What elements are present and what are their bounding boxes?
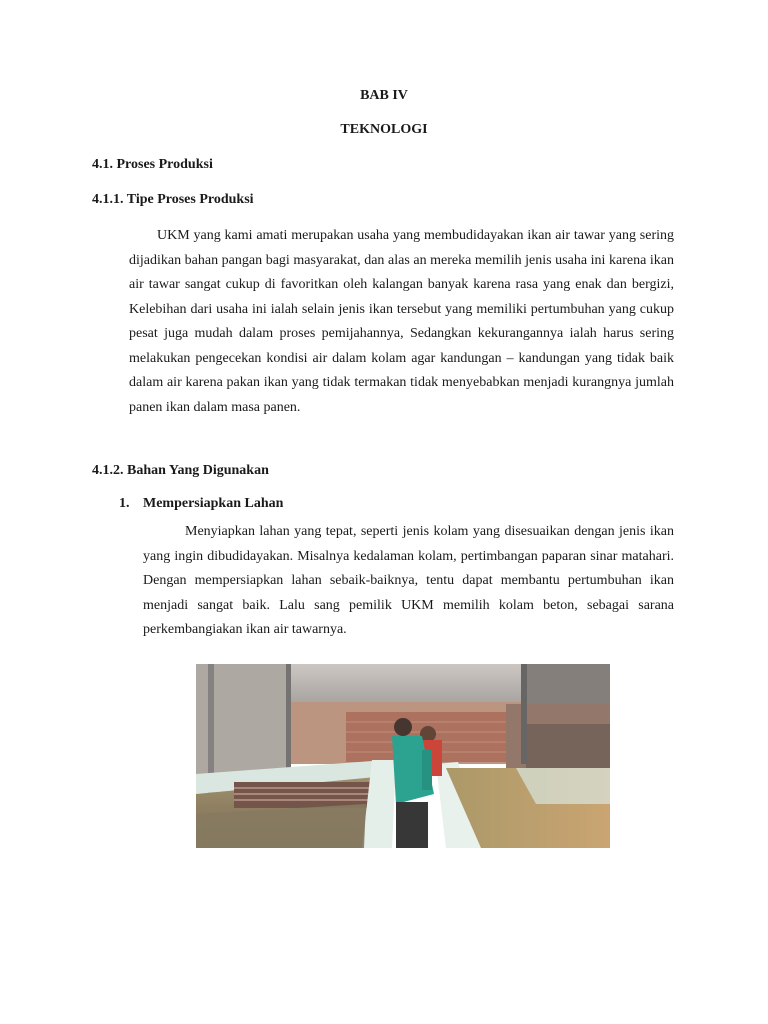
chapter-heading: BAB IV <box>360 88 408 103</box>
fish-pond-photo <box>196 664 610 848</box>
paragraph-production-type: UKM yang kami amati merupakan usaha yang membudidayakan ikan air tawar yang sering dijadikan bahan pangan bagi masyarakat, dan alas an mereka memilih jenis usaha ini karena ikan air tawar sangat cukup di favoritkan oleh kalangan banyak karena rasa yang enak dan bergizi, Kelebihan dari usaha ini ialah selain jenis ikan tersebut yang memiliki pertumbuhan yang cukup pesat juga mudah dalam proses pemijahannya, Sedangkan kekurangannya ialah harus sering melakukan pengecekan kondisi air dalam kolam agar kandungan – kandungan yang tidak baik dalam air karena pakan ikan yang tidak termakan tidak menyebabkan menjadi kurangnya jumlah panen ikan dalam masa panen. <box>129 228 674 415</box>
section-heading-4-1-1: 4.1.1. Tipe Proses Produksi <box>92 192 254 207</box>
list-item-prepare-land <box>119 496 283 512</box>
section-heading-4-1: 4.1. Proses Produksi <box>92 157 213 172</box>
section-heading-4-1-2: 4.1.2. Bahan Yang Digunakan <box>92 463 269 478</box>
list-item-number: 1. <box>119 496 130 511</box>
list-item-title: Mempersiapkan Lahan <box>143 496 284 511</box>
chapter-title: TEKNOLOGI <box>340 122 428 137</box>
paragraph-prepare-land: Menyiapkan lahan yang tepat, seperti jenis kolam yang disesuaikan dengan jenis ikan yang ingin dibudidayakan. Misalnya kedalaman kolam, pertimbangan paparan sinar matahari. Dengan mempersiapkan lahan sebaik-baiknya, tentu dapat membantu pertumbuhan ikan menjadi sangat baik. Lalu sang pemilik UKM memilih kolam beton, sebagai sarana perkembangiakan ikan air tawarnya. <box>143 524 674 637</box>
